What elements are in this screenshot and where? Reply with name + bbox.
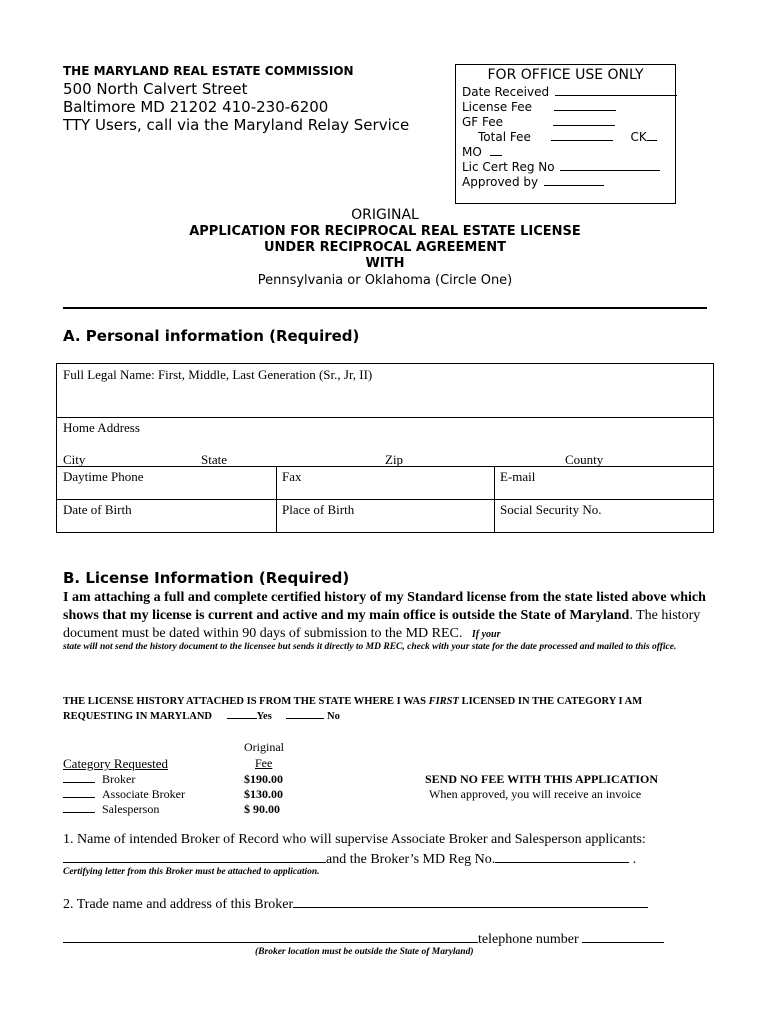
- ck-field[interactable]: [647, 130, 657, 141]
- broker-fee: $190.00: [244, 772, 283, 786]
- lic-cert-row: [462, 160, 660, 174]
- commission-name: THE MARYLAND REAL ESTATE COMMISSION: [63, 64, 354, 78]
- telephone-label: telephone number: [478, 932, 579, 947]
- place-of-birth-field[interactable]: Place of Birth: [282, 502, 355, 517]
- history-question-pre: THE LICENSE HISTORY ATTACHED IS FROM THE STATE WHERE I WAS: [63, 696, 429, 707]
- original-fee-header: Original: [244, 740, 284, 754]
- question-2: [63, 895, 648, 913]
- personal-info-table: [56, 363, 714, 533]
- history-statement-rest: . The history document must be dated within 90 days of submission to the MD REC.: [63, 608, 701, 641]
- approved-by-field[interactable]: [544, 175, 604, 186]
- license-fee-label: License Fee: [462, 100, 533, 114]
- office-use-box: [455, 64, 676, 204]
- mo-row: [462, 145, 502, 159]
- yes-blank[interactable]: [227, 709, 257, 719]
- lic-cert-field[interactable]: [560, 160, 660, 171]
- home-address-field[interactable]: Home Address: [63, 420, 140, 435]
- lic-cert-label: Lic Cert Reg No: [462, 160, 555, 174]
- date-received-label: Date Received: [462, 85, 550, 99]
- form-with: WITH: [365, 256, 405, 271]
- history-question-post: LICENSED IN THE CATEGORY I AM: [458, 696, 643, 707]
- date-received-row: [462, 85, 677, 99]
- license-fee-field[interactable]: [554, 100, 616, 111]
- gf-fee-field[interactable]: [553, 115, 615, 126]
- yes-label: Yes: [256, 711, 272, 722]
- gf-fee-label: GF Fee: [462, 115, 504, 129]
- no-blank[interactable]: [286, 709, 324, 719]
- fee-header: Fee: [255, 756, 273, 770]
- broker-label: Broker: [102, 772, 136, 786]
- category-header: Category Requested: [63, 756, 169, 771]
- state-choice[interactable]: Pennsylvania or Oklahoma (Circle One): [257, 273, 513, 288]
- history-question-line2: REQUESTING IN MARYLAND: [63, 711, 212, 722]
- certifying-letter-note: Certifying letter from this Broker must be attached to application.: [63, 867, 320, 877]
- state-field[interactable]: State: [201, 452, 227, 467]
- associate-broker-checkbox[interactable]: [63, 788, 95, 798]
- associate-broker-label: Associate Broker: [102, 787, 185, 801]
- category-row-broker: [63, 772, 135, 787]
- total-fee-label: Total Fee: [478, 130, 531, 144]
- street-line: 500 North Calvert Street: [63, 80, 248, 98]
- broker-reg-blank[interactable]: [495, 850, 629, 863]
- question-1: 1. Name of intended Broker of Record who will supervise Associate Broker and Salesperson applicants:: [63, 832, 646, 847]
- date-received-field[interactable]: [555, 85, 677, 96]
- mo-field[interactable]: [490, 145, 502, 156]
- section-b-heading: B. License Information (Required): [63, 569, 350, 587]
- question-1-answer-line: and the Broker’s MD Reg No. .: [63, 850, 636, 868]
- question-2-label: 2. Trade name and address of this Broker: [63, 897, 294, 912]
- history-note: state will not send the history document to the licensee but sends it directly to MD REC, check with your state for the date processed and mailed to this office.: [63, 642, 677, 652]
- total-fee-field[interactable]: [551, 130, 613, 141]
- salesperson-label: Salesperson: [102, 802, 160, 816]
- mo-label: MO: [462, 145, 482, 159]
- total-fee-row: [478, 130, 657, 144]
- approved-by-label: Approved by: [462, 175, 539, 189]
- broker-address-blank[interactable]: [63, 930, 478, 943]
- full-name-field[interactable]: Full Legal Name: First, Middle, Last Generation (Sr., Jr, II): [63, 367, 373, 382]
- form-title: APPLICATION FOR RECIPROCAL REAL ESTATE LICENSE: [189, 224, 581, 239]
- gf-fee-row: [462, 115, 615, 129]
- fax-field[interactable]: Fax: [282, 469, 302, 484]
- city-field[interactable]: City: [63, 452, 86, 467]
- associate-broker-fee: $130.00: [244, 787, 283, 801]
- invoice-notice: When approved, you will receive an invoice: [429, 787, 642, 801]
- broker-checkbox[interactable]: [63, 773, 95, 783]
- history-state-question: [63, 695, 713, 724]
- table-divider: [57, 466, 713, 467]
- daytime-phone-field[interactable]: Daytime Phone: [63, 469, 144, 484]
- original-label: ORIGINAL: [351, 207, 419, 223]
- broker-name-blank[interactable]: [63, 850, 326, 863]
- salesperson-fee: $ 90.00: [244, 802, 280, 816]
- email-field[interactable]: E-mail: [500, 469, 536, 484]
- county-field[interactable]: County: [565, 452, 604, 467]
- ssn-field[interactable]: Social Security No.: [500, 502, 602, 517]
- category-row-salesperson: [63, 802, 159, 817]
- question-2-line-2: [63, 930, 664, 948]
- history-statement: [63, 589, 713, 644]
- history-question-first: FIRST: [428, 696, 459, 707]
- form-subtitle: UNDER RECIPROCAL AGREEMENT: [264, 240, 506, 255]
- section-a-heading: A. Personal information (Required): [63, 327, 360, 345]
- license-fee-row: [462, 100, 616, 114]
- approved-by-row: [462, 175, 604, 189]
- broker-reg-label: and the Broker’s MD Reg No.: [326, 852, 496, 867]
- city-phone-line: Baltimore MD 21202 410-230-6200: [63, 98, 329, 116]
- no-fee-notice: SEND NO FEE WITH THIS APPLICATION: [425, 772, 659, 786]
- tty-line: TTY Users, call via the Maryland Relay Service: [63, 116, 410, 134]
- telephone-blank[interactable]: [582, 930, 664, 943]
- date-of-birth-field[interactable]: Date of Birth: [63, 502, 132, 517]
- ck-label: CK: [630, 130, 647, 144]
- title-divider: [63, 307, 707, 309]
- trade-name-blank[interactable]: [293, 895, 648, 908]
- no-label: No: [327, 711, 340, 722]
- history-statement-bold: I am attaching a full and complete certified history of my Standard license from the state listed above which shows that my license is current and active and my main office is outside the State of Maryland: [63, 590, 706, 623]
- table-divider: [57, 499, 713, 500]
- salesperson-checkbox[interactable]: [63, 803, 95, 813]
- table-divider: [57, 417, 713, 418]
- note-inline: If your: [471, 629, 501, 640]
- zip-field[interactable]: Zip: [385, 452, 404, 467]
- broker-location-note: (Broker location must be outside the State of Maryland): [255, 947, 474, 957]
- office-use-title: FOR OFFICE USE ONLY: [487, 67, 644, 83]
- commission-address: [63, 80, 409, 134]
- category-row-associate: [63, 787, 185, 802]
